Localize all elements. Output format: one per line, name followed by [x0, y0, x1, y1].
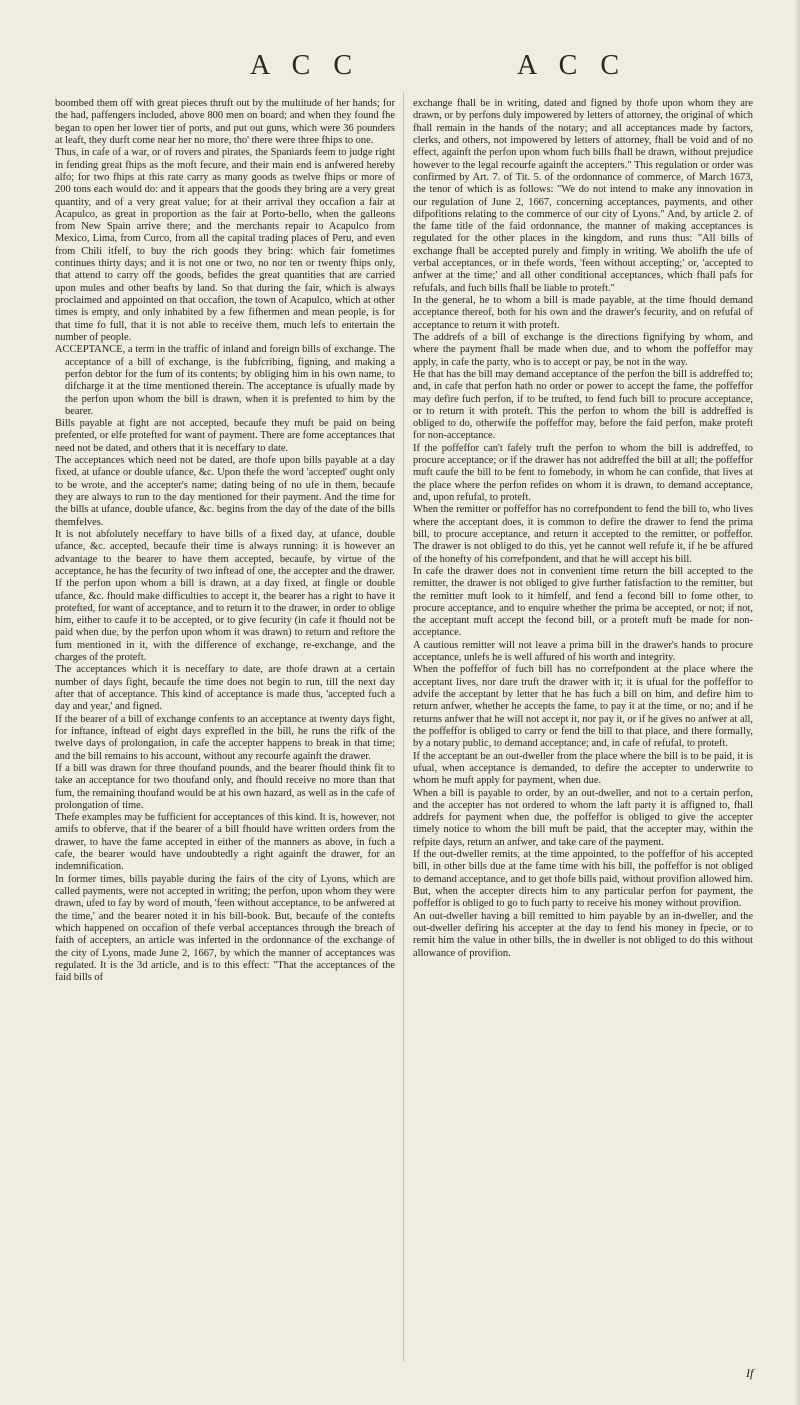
catchword: If [746, 1366, 754, 1380]
paragraph: Bills payable at fight are not accepted, becaufe they muft be paid on being prefented, or elfe protefted for want of payment. There are fome acceptances that need not be dated, and others that it is neceffary to date. [55, 418, 395, 454]
paragraph: The acceptances which need not be dated, are thofe upon bills payable at a day fixed, at ufance or double ufance, &c. Upon thefe the word 'accepted' ought only to be wrote, and the accepter's name; dating being of no ufe in them, becaufe they are always to run to the day mentioned for their payment. And the time for the bills at ufance, double ufance, &c. begins from the day of the date of the bills themfelves. [55, 455, 395, 528]
paragraph: In the general, he to whom a bill is made payable, at the time fhould demand acceptance thereof, both for his own and the drawer's fecurity, and on refufal of acceptance to return it with proteft. [413, 295, 753, 331]
paragraph: ACCEPTANCE, a term in the traffic of inland and foreign bills of exchange. The acceptance of a bill of exchange, is the fubfcribing, figning, and making a perfon debtor for the fum of its contents; by obliging him in his own name, to difcharge it at the time mentioned therein. The acceptance is ufually made by the perfon upon whom the bill is drawn, when it is prefented to him by the bearer. [55, 344, 395, 417]
paragraph: Thefe examples may be fufficient for acceptances of this kind. It is, however, not amifs to obferve, that if the bearer of a bill fhould have written orders from the drawer, to have the fame accepted in either of the manners as above, in fuch a cafe, the bearer would have undoubtedly a right againft the drawer, for an indemnification. [55, 812, 395, 873]
paragraph: If the poffeffor can't fafely truft the perfon to whom the bill is addreffed, to procure acceptance; or if the drawer has not addreffed the bill at all; the poffeffor muft caufe the bill to be fent to fomebody, in whom he can confide, that lives at the place where the perfon refides on whom it is drawn, to demand acceptance, and, upon refufal, to proteft. [413, 442, 753, 503]
paragraph: exchange fhall be in writing, dated and figned by thofe upon whom they are drawn, or by perfons duly impowered by letters of attorney, the original of which fhall remain in the hands of the notary; and all acceptances made by factors, clerks, and others, not impowered by letters of attorney, fhall be void and of no effect, againft the perfon upon whom fuch bills fhall be drawn, without prejudice however to the legal recourfe againft the accepters." This regulation or order was confirmed by Art. 7. of Tit. 5. of the ordonnance of commerce, of March 1673, the tenor of which is as follows: "We do not intend to make any innovation in our regulation of June 2, 1667, concerning acceptances, payments, and other difpofitions relating to the commerce of our city of Lyons." And, by article 2. of the fame title of the faid ordonnance, the manner of making acceptances is regulated for the other places in the kingdom, and runs thus: "All bills of exchange fhall be accepted purely and fimply in writing. We abolifh the ufe of verbal acceptances, or in thefe words, 'feen without accepting;' or, 'accepted to anfwer at the time;' and all other conditional acceptances, which fhall pafs for refufals, and fuch bills fhall be liable to proteft." [413, 98, 753, 294]
paragraph: It is not abfolutely neceffary to have bills of a fixed day, at ufance, double ufance, &c. accepted, becaufe their time is always running: it is however an advantage to the bearer to have them accepted, becaufe, by virtue of the acceptance, he has the fecurity of two inftead of one, the accepter and the drawer. [55, 528, 395, 577]
paragraph: The addrefs of a bill of exchange is the directions fignifying by whom, and where the payment fhall be made when due, and to whom the poffeffor may apply, in cafe the party, who is to accept or pay, be not in the way. [413, 331, 753, 368]
paragraph: When the poffeffor of fuch bill has no correfpondent at the place where the acceptant lives, nor dare truft the drawer with it; it is ufual for the poffeffor to advife the acceptant by letter that he has fuch a bill on him, and defire him to return anfwer, whether he accepts the fame, to pay it at the time, or no; and if he returns anfwer that he will not accept it, nor pay it, or if he gives no anfwer at all, the poffeffor is obliged to carry or fend the bill to that place, and there formally, by a notary public, to demand acceptance; and, in cafe of refufal, to proteft. [413, 664, 753, 750]
paragraph: A cautious remitter will not leave a prima bill in the drawer's hands to procure acceptance, unlefs he is well affured of his worth and integrity. [413, 639, 753, 664]
paragraph: If the perfon upon whom a bill is drawn, at a day fixed, at fingle or double ufance, &c. fhould make difficulties to accept it, the bearer has a right to have it protefted, for want of acceptance, and to return it to the drawer, in order to oblige him, either to caufe it to be accepted, or to give fecurity (in cafe it fhould not be paid when due, by the perfon upon whom it was drawn) to return and reftore the fum mentioned in it, with the difference of exchange, re-exchange, and the charges of the proteft. [55, 578, 395, 664]
paragraph: boombed them off with great pieces thruft out by the multitude of her hands; for the had, paffengers included, above 800 men on board; and when they found fhe began to open her lower tier of ports, and put out guns, which were 36 pounders at leaft, they durft come near her no more, tho' there were three fhips to one. [55, 98, 395, 146]
paragraph: Thus, in cafe of a war, or of rovers and pirates, the Spaniards feem to judge right in fending great fhips as the moft fecure, and their main end is anfwered hereby alfo; for two fhips at this rate carry as many goods as twelve fhips or more of 200 tons each would do: and it appears that the goods they bring are a very great quantity, and of a very great value; for at their arrival they occafion a fair at Acapulco, as great in proportion as the fair at Porto-bello, when the galleons from New Spain arrive there; and the merchants repair to Acapulco from Mexico, Lima, from Curco, from all the capital trading places of Peru, and even from Chili itfelf, to buy the rich goods they bring: which fair fometimes continues thirty days; and it is not one or two, no nor ten or twenty fhips only, that attend to carry off the goods, befides the great quantities that are carried upon mules and other beafts by land. So that during the fair, which is always proclaimed and appointed on that occafion, the town of Acapulco, which at other times is empty, and only inhabited by a few fifhermen and mean people, is for that time fo full, that it is not able to receive them, much lefs to entertain the number of people. [55, 147, 395, 343]
paragraph: An out-dweller having a bill remitted to him payable by an in-dweller, and the out-dweller defiring his accepter at the day to fend his money in fpecie, or to remit him the value in other bills, the in dweller is not obliged to do this without allowance of provifion. [413, 910, 753, 959]
paragraph: The acceptances which it is neceffary to date, are thofe drawn at a certain number of days fight, becaufe the time does not begin to run, till the next day after that of acceptance. This kind of acceptance is made thus, 'accepted fuch a day and year,' and figned. [55, 664, 395, 713]
running-head-right: A C C [517, 50, 628, 81]
paragraph: When the remitter or poffeffor has no correfpondent to fend the bill to, who lives where the acceptant does, it is common to defire the drawer to fend the prima bill, to procure acceptance, and return it accepted to the remitter, or poffeffor. The drawer is not obliged to do this, yet he cannot well refufe it, if he be affured of the honefty of his correfpondent, and that he will accept his bill. [413, 504, 753, 565]
column-divider [403, 92, 404, 1362]
paragraph: In former times, bills payable during the fairs of the city of Lyons, which are called payments, were not accepted in writing; the perfon, upon whom they were drawn, ufed to fay by word of mouth, 'feen without acceptance, to be anfwered at the time,' and the bearer noted it in his bill-book. But, becaufe of the contefts which happened on occafion of thefe verbal acceptances through the breach of faith of accepters, an article was inferted in the ordonnance of the exchange of the city of Lyons, made June 2, 1667, by which the manner of acceptances was regulated. It is the 3d article, and is to this effect: "That the acceptances of the faid bills of [55, 873, 395, 984]
paragraph: He that has the bill may demand acceptance of the perfon the bill is addreffed to; and, in cafe that perfon hath no order or power to accept the fame, the poffeffor may defire fuch perfon, if to be trufted, to fend fuch bill to procure acceptance, or to return it with proteft. This the perfon to whom the bill is addreffed is obliged to do, otherwife the poffeffor may, before the faid perfon, make proteft for non-acceptance. [413, 368, 753, 442]
paragraph: If a bill was drawn for three thoufand pounds, and the bearer fhould think fit to take an acceptance for two thoufand only, and fhould receive no more than that fum, the remaining thoufand would be at his own hazard, as well as in the cafe of prolongation of time. [55, 762, 395, 811]
paragraph: If the out-dweller remits, at the time appointed, to the poffeffor of his accepted bill, in other bills due at the fame time with his bill, the poffeffor is not obliged to demand acceptance, and to get thofe bills paid, without provifion allowed him. But, when the accepter directs him to any particular perfon for payment, the poffeffor is obliged to go to fuch party to receive his money without provifion. [413, 849, 753, 910]
paragraph: If the acceptant be an out-dweller from the place where the bill is to be paid, it is ufual, when acceptance is demanded, to defire the accepter to underwrite to whom he muft apply for payment, when due. [413, 750, 753, 787]
running-head-left: A C C [250, 50, 361, 81]
right-column [413, 98, 753, 960]
left-column [55, 98, 395, 985]
paragraph: If the bearer of a bill of exchange confents to an acceptance at twenty days fight, for inftance, inftead of eight days exprefled in the bill, he runs the rifk of the twelve days of prolongation, in cafe the accepter happens to break in that time; and the bill remains to his account, without any recourfe againft the drawer. [55, 713, 395, 762]
paragraph: When a bill is payable to order, by an out-dweller, and not to a certain perfon, and the accepter has not ordered to whom the laft party it is affigned to, fhall addrefs for payment when due, the poffeffor is obliged to give the accepter timely notice to whom the bill muft be paid, that the accepter may, within the refpite days, return an anfwer, and take care of the payment. [413, 787, 753, 848]
paragraph: In cafe the drawer does not in convenient time return the bill accepted to the remitter, the drawer is not obliged to give further fatisfaction to the remitter, but the remitter muft look to it himfelf, and fend a fecond bill to fome other, to procure acceptance, and to enquire whether the prima be accepted, or not; if not, the acceptant muft accept the fecond bill, or a proteft muft be made for non-acceptance. [413, 565, 753, 639]
page-edge-shadow [794, 0, 800, 1405]
